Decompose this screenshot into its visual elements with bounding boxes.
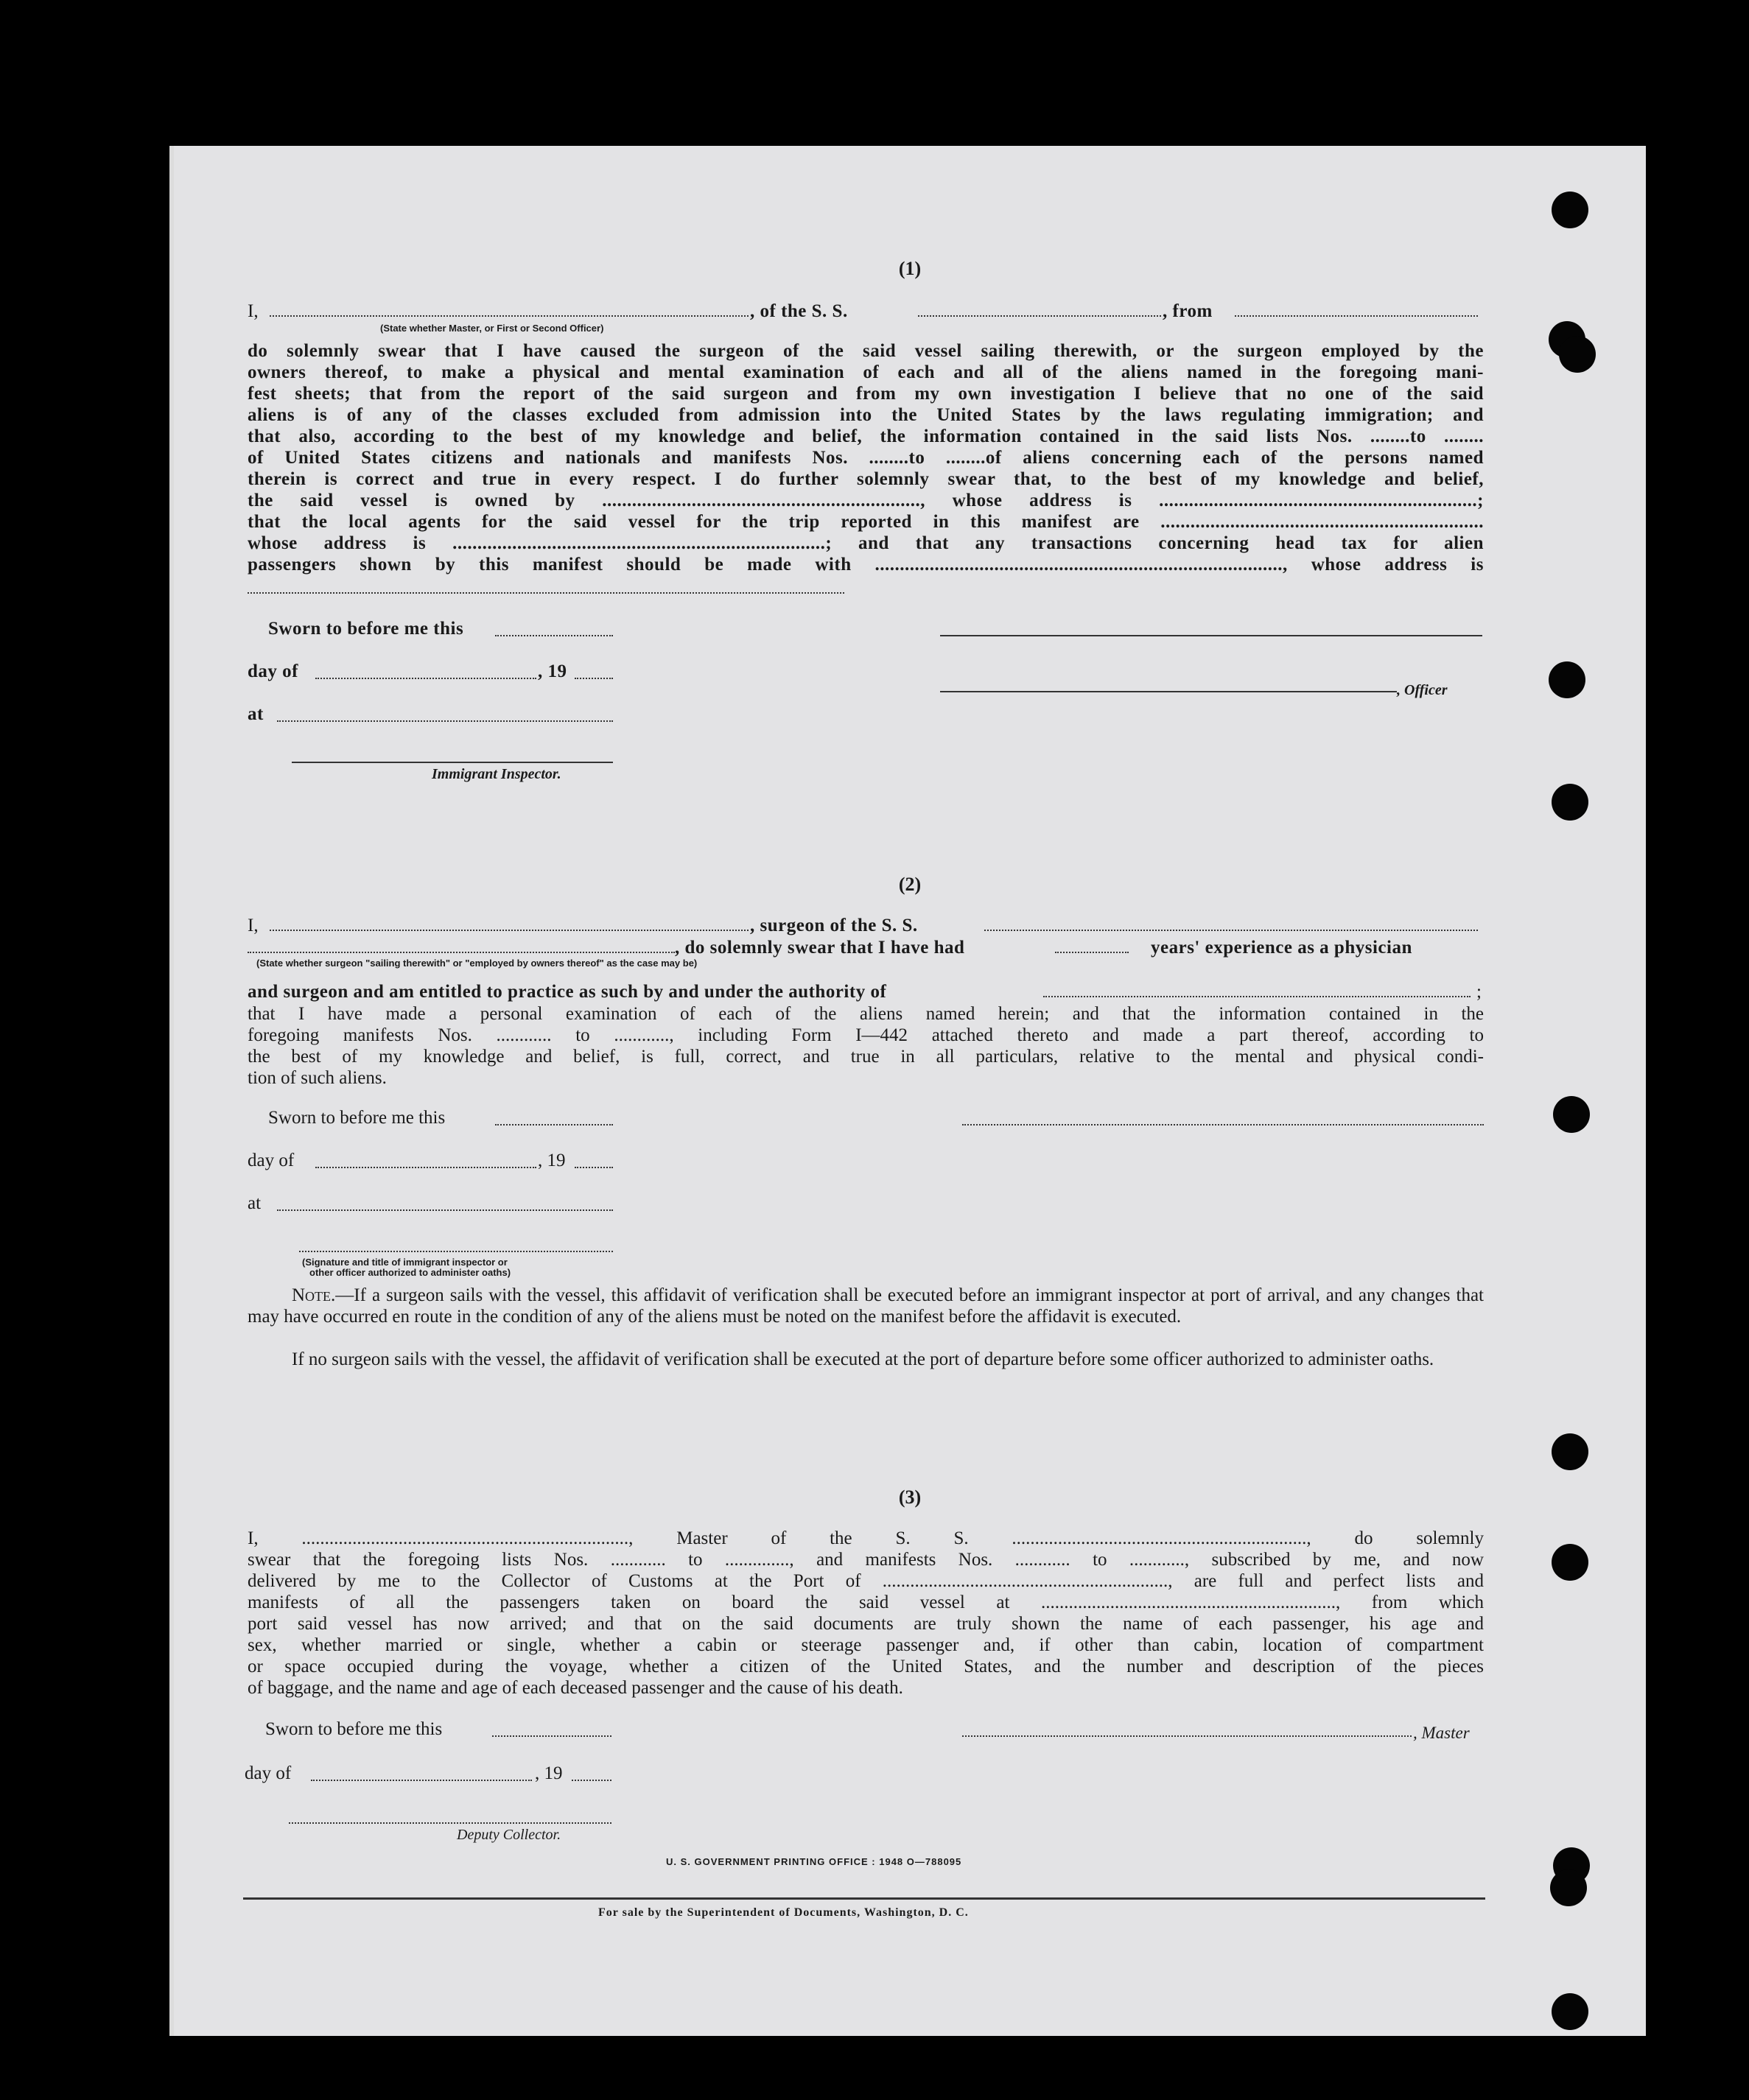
inspector-signature-field-2[interactable] — [299, 1251, 613, 1252]
surgeon-status-field[interactable] — [248, 938, 675, 953]
year-field-3[interactable] — [572, 1780, 611, 1781]
officer-name-field[interactable] — [270, 302, 749, 317]
section-1-body-line: do solemnly swear that I have caused the surgeon of the said vessel sailing therewith, or the surgeon employed by the — [248, 341, 1484, 361]
at-label-1: at — [248, 704, 264, 724]
surgeon-status-note: (State whether surgeon "sailing therewith" or "employed by owners thereof" as the case may be) — [256, 958, 698, 969]
note-paragraph — [248, 1285, 1484, 1327]
deputy-collector-signature-field[interactable] — [289, 1822, 611, 1824]
section-2-body-line: that I have made a personal examination of each of the aliens named herein; and that the information contained in the — [248, 1004, 1484, 1024]
punch-hole — [1559, 336, 1596, 373]
section-2-i: I, — [248, 916, 259, 935]
officer-signature-line[interactable] — [940, 635, 1482, 636]
authority-field[interactable] — [1043, 983, 1471, 997]
note-text: —If a surgeon sails with the vessel, this affidavit of verification shall be executed before an immigrant inspector at port of arrival, and any changes that may have occurred en route in the condition of any of the aliens must be noted on the manifest before the affidavit is executed. — [248, 1285, 1484, 1327]
year-label-3: , 19 — [535, 1763, 563, 1783]
officer-title-line[interactable] — [940, 691, 1397, 692]
sworn-date-field-1[interactable] — [495, 635, 613, 636]
signature-title-note: other officer authorized to administer oaths) — [309, 1267, 511, 1278]
from-label: , from — [1163, 301, 1213, 321]
section-3-body-line: manifests of all the passengers taken on board the said vessel at ................................................................, from which — [248, 1592, 1484, 1612]
punch-hole — [1552, 784, 1588, 821]
day-of-label-3: day of — [245, 1763, 292, 1783]
section-1-body-line: therein is correct and true in every respect. I do further solemnly swear that, to the best of my knowledge and belief, — [248, 469, 1484, 489]
sworn-label-3: Sworn to before me this — [265, 1719, 443, 1739]
note-paragraph-2: If no surgeon sails with the vessel, the affidavit of verification shall be executed at the port of departure before some officer authorized to administer oaths. — [292, 1349, 1434, 1369]
year-label-1: , 19 — [538, 661, 567, 681]
section-3-body-line: port said vessel has now arrived; and that on the said documents are truly shown the name of each passenger, his age and — [248, 1614, 1484, 1634]
sale-notice: For sale by the Superintendent of Documents, Washington, D. C. — [598, 1906, 969, 1919]
section-2-body-line: tion of such aliens. — [248, 1068, 387, 1088]
year-label-2: , 19 — [538, 1151, 566, 1170]
section-3-body-line: delivered by me to the Collector of Customs at the Port of .............................................................., are full and perfect lists and — [248, 1571, 1484, 1591]
section-2-heading: (2) — [898, 874, 922, 895]
section-1-body-line: passengers shown by this manifest should be made with .................................................................................., whose address is — [248, 555, 1484, 575]
section-3-body-line: of baggage, and the name and age of each deceased passenger and the cause of his death. — [248, 1678, 903, 1698]
officer-label: , Officer — [1397, 682, 1448, 698]
section-3-body-line: swear that the foregoing lists Nos. ............ to .............., and manifests Nos. ............ to ............, subscribed by me, and now — [248, 1550, 1484, 1570]
section-1-body-line: that the local agents for the said vessel for the trip reported in this manifest are ................................................................. — [248, 512, 1484, 532]
manifest-verification-page — [169, 146, 1646, 2036]
punch-hole — [1552, 1993, 1588, 2030]
deputy-collector-label: Deputy Collector. — [457, 1827, 561, 1843]
section-1-heading: (1) — [898, 258, 922, 279]
authority-label: and surgeon and am entitled to practice as such by and under the authority of — [248, 982, 887, 1002]
day-of-label-2: day of — [248, 1151, 295, 1170]
at-field-2[interactable] — [277, 1209, 613, 1211]
surgeon-signature-field[interactable] — [962, 1124, 1484, 1125]
day-of-label-1: day of — [248, 661, 298, 681]
at-field-1[interactable] — [277, 720, 613, 722]
section-2-body-line: the best of my knowledge and belief, is full, correct, and true in all particulars, relative to the mental and physical condi- — [248, 1047, 1484, 1067]
section-1-body-line: of United States citizens and nationals and manifests Nos. ........to ........of aliens concerning each of the persons named — [248, 448, 1484, 468]
punch-hole — [1552, 1433, 1588, 1470]
years-experience-field[interactable] — [1055, 938, 1129, 953]
footer-rule — [243, 1897, 1485, 1900]
master-label: , Master — [1413, 1724, 1470, 1742]
section-1-body-line: the said vessel is owned by ................................................................, whose address is ................................................................; — [248, 491, 1484, 510]
officer-rank-note: (State whether Master, or First or Second Officer) — [380, 323, 604, 334]
section-1-body-line: that also, according to the best of my knowledge and belief, the information contained in the said lists Nos. ........to ........ — [248, 426, 1484, 446]
section-2-body-line: foregoing manifests Nos. ............ to ............, including Form I—442 attached thereto and made a part thereof, according to — [248, 1025, 1484, 1045]
section-3-heading: (3) — [898, 1486, 922, 1508]
day-of-field-3[interactable] — [311, 1780, 532, 1781]
punch-hole — [1553, 1096, 1590, 1133]
section-1-body-line: owners thereof, to make a physical and mental examination of each and all of the aliens named in the foregoing mani- — [248, 362, 1484, 382]
section-1-i: I, — [248, 301, 259, 321]
punch-hole — [1552, 192, 1588, 228]
surgeon-vessel-field[interactable] — [984, 916, 1478, 931]
year-field-2[interactable] — [575, 1167, 613, 1168]
inspector-signature-line[interactable] — [292, 762, 613, 763]
from-port-field[interactable] — [1235, 302, 1478, 317]
section-1-body-line: fest sheets; that from the report of the said surgeon and from my own investigation I believe that no one of the said — [248, 384, 1484, 404]
sworn-date-field-3[interactable] — [492, 1735, 611, 1737]
day-of-field-2[interactable] — [315, 1167, 536, 1168]
day-of-field-1[interactable] — [315, 678, 536, 679]
punch-hole — [1552, 1544, 1588, 1581]
sworn-label-2: Sworn to before me this — [268, 1108, 446, 1128]
master-signature-field[interactable] — [962, 1735, 1412, 1737]
section-3-body-line: sex, whether married or single, whether a cabin or steerage passenger and, if other than cabin, location of compartment — [248, 1635, 1484, 1655]
section-1-body-line: aliens is of any of the classes excluded from admission into the United States by the laws regulating immigration; and — [248, 405, 1484, 425]
sworn-date-field-2[interactable] — [495, 1124, 613, 1125]
year-field-1[interactable] — [575, 678, 613, 679]
section-1-body-line: whose address is ...........................................................................; and that any transactions concerning head tax for alien — [248, 533, 1484, 553]
address-continuation-field[interactable] — [248, 592, 844, 594]
of-the-ss-label: , of the S. S. — [750, 301, 848, 321]
punch-hole — [1549, 661, 1585, 698]
vessel-name-field[interactable] — [918, 302, 1161, 317]
signature-title-note: (Signature and title of immigrant inspector or — [302, 1257, 508, 1268]
note-label: Note. — [292, 1285, 336, 1305]
section-3-body-line: I, ......................................................................., Master of the S. S. ................................................................, do solemnly — [248, 1528, 1484, 1548]
sworn-label-1: Sworn to before me this — [268, 619, 464, 639]
surgeon-name-field[interactable] — [270, 916, 749, 931]
punch-hole — [1550, 1869, 1587, 1906]
years-experience-label: years' experience as a physician — [1151, 938, 1412, 958]
section-3-body-line: or space occupied during the voyage, whether a citizen of the United States, and the number and description of the pieces — [248, 1657, 1484, 1676]
immigrant-inspector-label: Immigrant Inspector. — [432, 766, 561, 782]
surgeon-of-ss-label: , surgeon of the S. S. — [750, 916, 918, 935]
at-label-2: at — [248, 1193, 262, 1213]
gpo-imprint: U. S. GOVERNMENT PRINTING OFFICE : 1948 O—788095 — [666, 1856, 962, 1867]
section-2-authority-line: and surgeon and am entitled to practice as such by and under the authority of ; — [248, 982, 1482, 1002]
solemnly-swear-label: , do solemnly swear that I have had — [675, 938, 965, 958]
